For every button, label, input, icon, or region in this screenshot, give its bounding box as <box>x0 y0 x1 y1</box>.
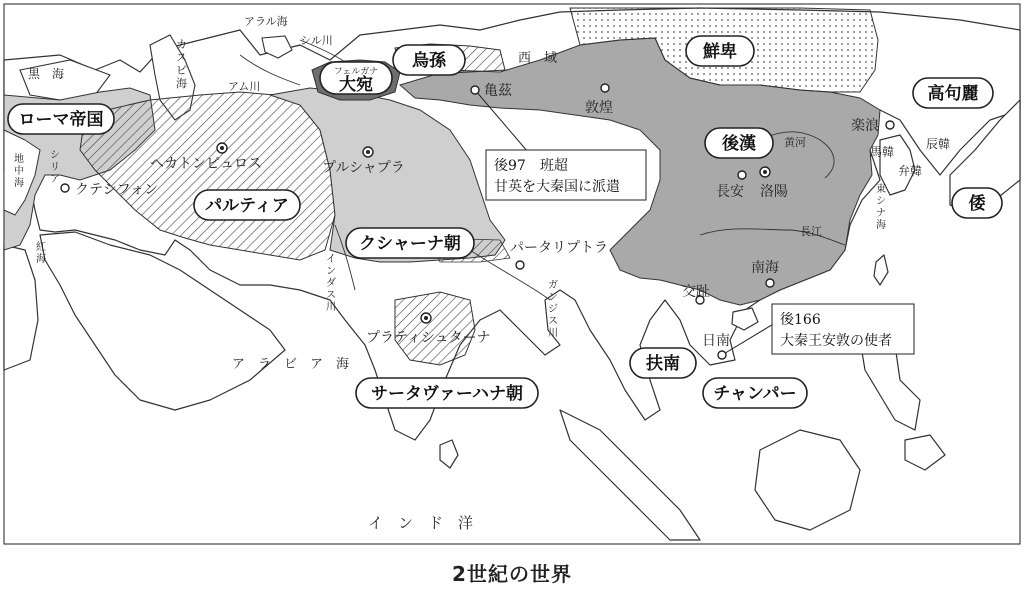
city-marker-kuqa <box>471 86 479 94</box>
label-jinhan: 辰韓 <box>926 137 951 151</box>
label-dawan-ruby: フェルガナ <box>333 67 379 77</box>
label-satavahana: サータヴァーハナ朝 <box>371 384 523 404</box>
label-luoyang: 洛陽 <box>760 184 788 200</box>
antun-line2: 大秦王安敦の使者 <box>780 333 892 349</box>
city-marker-changan <box>738 171 746 179</box>
label-ctesiphon: クテシフォン <box>75 182 159 198</box>
annotation-ban-chao <box>486 150 646 200</box>
label-hecatompylos: ヘカトンピュロス <box>150 156 262 172</box>
label-east-china-sea: 東シナ海 <box>876 184 886 231</box>
label-pataliputra: パータリプトラ <box>510 240 608 256</box>
label-red-sea: 紅海 <box>36 242 46 265</box>
label-houhan: 後漢 <box>722 134 756 154</box>
city-marker-dunhuang <box>601 84 609 92</box>
label-parthia: パルティア <box>205 196 289 216</box>
label-dunhuang: 敦煌 <box>585 100 613 116</box>
label-goguryeo: 高句麗 <box>927 84 979 104</box>
label-rinan: 日南 <box>702 333 730 349</box>
label-mediterranean: 地中海 <box>14 154 24 189</box>
label-yellow-river: 黄河 <box>784 136 806 149</box>
ban-chao-line1: 後97 班超 <box>494 158 568 174</box>
label-indus: インダス川 <box>326 254 336 313</box>
antun-line1: 後166 <box>780 312 821 328</box>
city-marker-pataliputra <box>516 261 524 269</box>
map-caption: 2世紀の世界 <box>452 562 572 586</box>
label-aral: アラル海 <box>244 15 288 28</box>
city-marker-nanhai <box>766 279 774 287</box>
label-rome: ローマ帝国 <box>18 110 104 130</box>
label-changan: 長安 <box>716 184 744 200</box>
city-marker-lelang <box>886 121 894 129</box>
label-syria: シリア <box>50 150 60 185</box>
city-marker-ctesiphon <box>61 184 69 192</box>
label-western-regions: 西 域 <box>518 51 558 66</box>
label-kuqa: 亀茲 <box>484 83 512 99</box>
label-dawan: 大宛 <box>339 75 373 95</box>
label-lelang: 楽浪 <box>851 118 879 134</box>
city-marker-rinan <box>718 351 726 359</box>
label-yangtze: 長江 <box>800 225 822 238</box>
label-byeonhan: 弁韓 <box>898 164 923 178</box>
label-jiaozhi: 交趾 <box>682 284 710 300</box>
label-caspian: カスピ海 <box>176 38 187 90</box>
label-pratishthana: プラティシュターナ <box>366 330 491 346</box>
label-mahan: 馬韓 <box>870 145 895 159</box>
label-amu: アム川 <box>228 80 261 93</box>
label-wusun: 烏孫 <box>412 51 446 71</box>
satavahana-territory <box>395 292 475 365</box>
label-ganges: ガンジス川 <box>548 280 558 339</box>
label-funan: 扶南 <box>646 354 680 374</box>
label-arabian: ア ラ ビ ア 海 <box>232 357 350 372</box>
label-kushan: クシャーナ朝 <box>359 234 461 254</box>
label-syr: シル川 <box>300 34 333 47</box>
label-xianbei: 鮮卑 <box>703 42 737 62</box>
label-nanhai: 南海 <box>751 260 779 276</box>
annotation-antun <box>772 304 914 354</box>
label-purushapura: プルシャプラ <box>322 160 405 176</box>
label-black-sea: 黒 海 <box>28 67 65 81</box>
label-wa: 倭 <box>968 194 986 214</box>
ban-chao-line2: 甘英を大秦国に派遣 <box>494 179 620 195</box>
label-indian-ocean: イ ン ド 洋 <box>368 514 474 532</box>
label-champa: チャンパー <box>713 384 797 404</box>
